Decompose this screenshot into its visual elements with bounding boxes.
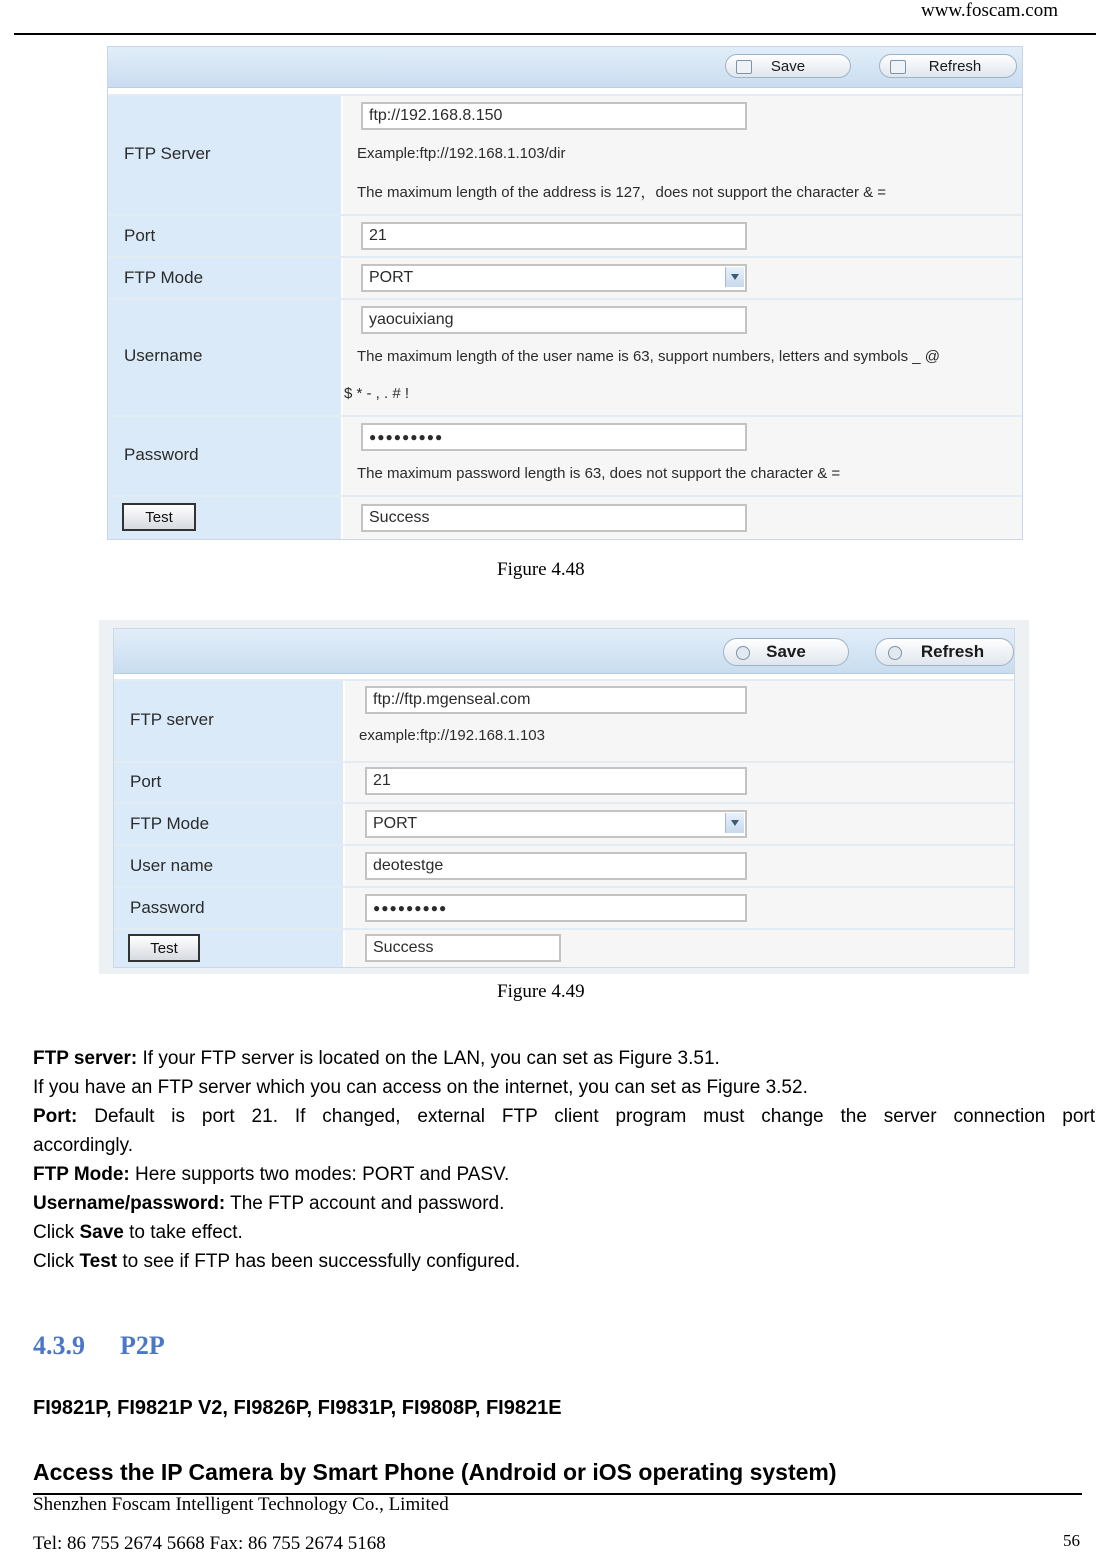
port-label: Port — [130, 772, 162, 791]
save-button[interactable]: Save — [725, 54, 851, 78]
ftp-server-label: FTP Server — [124, 144, 211, 163]
test-row — [108, 495, 1022, 539]
refresh-icon — [890, 60, 906, 74]
footer-company: Shenzhen Foscam Intelligent Technology Co., Limited — [33, 1494, 449, 1515]
username-note: The maximum length of the user name is 63, support numbers, letters and symbols _ @ — [357, 348, 940, 365]
figure-4-48-caption: Figure 4.48 — [497, 559, 585, 580]
port-label: Port — [124, 226, 156, 245]
password-row — [108, 415, 1022, 495]
paragraph-ftp-server: FTP server: If your FTP server is located on the LAN, you can set as Figure 3.51. — [33, 1048, 720, 1069]
username-label: Username — [124, 346, 203, 365]
body-text — [33, 1044, 1095, 1276]
refresh-button[interactable]: Refresh — [875, 638, 1014, 666]
model-list: FI9821P, FI9821P V2, FI9826P, FI9831P, FI9808P, FI9821E — [33, 1397, 562, 1419]
password-row — [114, 886, 1014, 928]
password-label: Password — [124, 445, 199, 464]
paragraph-click-save: Click Save to take effect. — [33, 1222, 243, 1243]
test-result: Success — [365, 934, 561, 962]
figure-4-49 — [99, 620, 1029, 974]
port-row — [114, 761, 1014, 802]
username-row — [108, 298, 1022, 415]
ftp-server-input[interactable]: ftp://192.168.8.150 — [361, 102, 747, 130]
username-label: User name — [130, 856, 214, 875]
username-row — [114, 844, 1014, 886]
ftp-mode-row — [114, 802, 1014, 844]
ftp-server-example: example:ftp://192.168.1.103 — [359, 727, 545, 744]
save-icon — [736, 646, 750, 660]
page-number: 56 — [1063, 1531, 1080, 1550]
test-button[interactable]: Test — [122, 503, 196, 531]
username-input[interactable]: yaocuixiang — [361, 306, 747, 334]
refresh-button[interactable]: Refresh — [879, 54, 1017, 78]
ftp-server-row — [114, 679, 1014, 761]
paragraph-ftp-mode: FTP Mode: Here supports two modes: PORT and PASV. — [33, 1164, 510, 1185]
ftp-server-label: FTP server — [130, 710, 214, 729]
save-button[interactable]: Save — [723, 638, 849, 666]
footer-contact: Tel: 86 755 2674 5668 Fax: 86 755 2674 5168 — [33, 1533, 386, 1554]
toolbar — [114, 629, 1014, 674]
toolbar — [108, 47, 1022, 88]
password-input[interactable]: ●●●●●●●●● — [365, 894, 747, 922]
ftp-server-example: Example:ftp://192.168.1.103/dir — [357, 145, 566, 162]
chevron-down-icon — [725, 267, 744, 287]
port-row — [108, 214, 1022, 256]
ftp-mode-label: FTP Mode — [130, 814, 210, 833]
section-title: P2P — [120, 1331, 165, 1360]
username-note-symbols: $ * - , . # ! — [344, 385, 410, 402]
save-icon — [736, 60, 752, 74]
header-url: www.foscam.com — [920, 0, 1058, 21]
test-result: Success — [361, 504, 747, 532]
ftp-server-row — [108, 94, 1022, 214]
port-input[interactable]: 21 — [365, 767, 747, 795]
test-button[interactable]: Test — [128, 934, 200, 962]
paragraph-username-password: Username/password: The FTP account and password. — [33, 1193, 505, 1214]
password-note: The maximum password length is 63, does not support the character & = — [357, 465, 841, 482]
paragraph-port-cont: accordingly. — [33, 1135, 133, 1156]
paragraph-port: Port: Default is port 21. If changed, external FTP client program must change the server connection port — [33, 1106, 1095, 1127]
header-rule — [14, 33, 1096, 35]
paragraph-internet: If you have an FTP server which you can access on the internet, you can set as Figure 3.52. — [33, 1077, 808, 1098]
ftp-mode-label: FTP Mode — [124, 268, 204, 287]
test-row — [114, 928, 1014, 967]
ftp-mode-row — [108, 256, 1022, 298]
ftp-mode-select[interactable]: PORT — [361, 264, 747, 292]
figure-4-48 — [107, 46, 1023, 540]
ftp-server-note: The maximum length of the address is 127，does not support the character & = — [357, 184, 887, 201]
section-number: 4.3.9 — [33, 1331, 85, 1360]
section-heading — [33, 1331, 165, 1361]
refresh-icon — [888, 646, 902, 660]
password-input[interactable]: ●●●●●●●●● — [361, 423, 747, 451]
ftp-mode-select[interactable]: PORT — [365, 810, 747, 838]
access-heading: Access the IP Camera by Smart Phone (Android or iOS operating system) — [33, 1459, 837, 1485]
ftp-server-input[interactable]: ftp://ftp.mgenseal.com — [365, 686, 747, 714]
paragraph-click-test: Click Test to see if FTP has been successfully configured. — [33, 1251, 521, 1272]
password-label: Password — [130, 898, 205, 917]
port-input[interactable]: 21 — [361, 222, 747, 250]
username-input[interactable]: deotestge — [365, 852, 747, 880]
chevron-down-icon — [725, 813, 744, 833]
figure-4-49-caption: Figure 4.49 — [497, 981, 585, 1002]
